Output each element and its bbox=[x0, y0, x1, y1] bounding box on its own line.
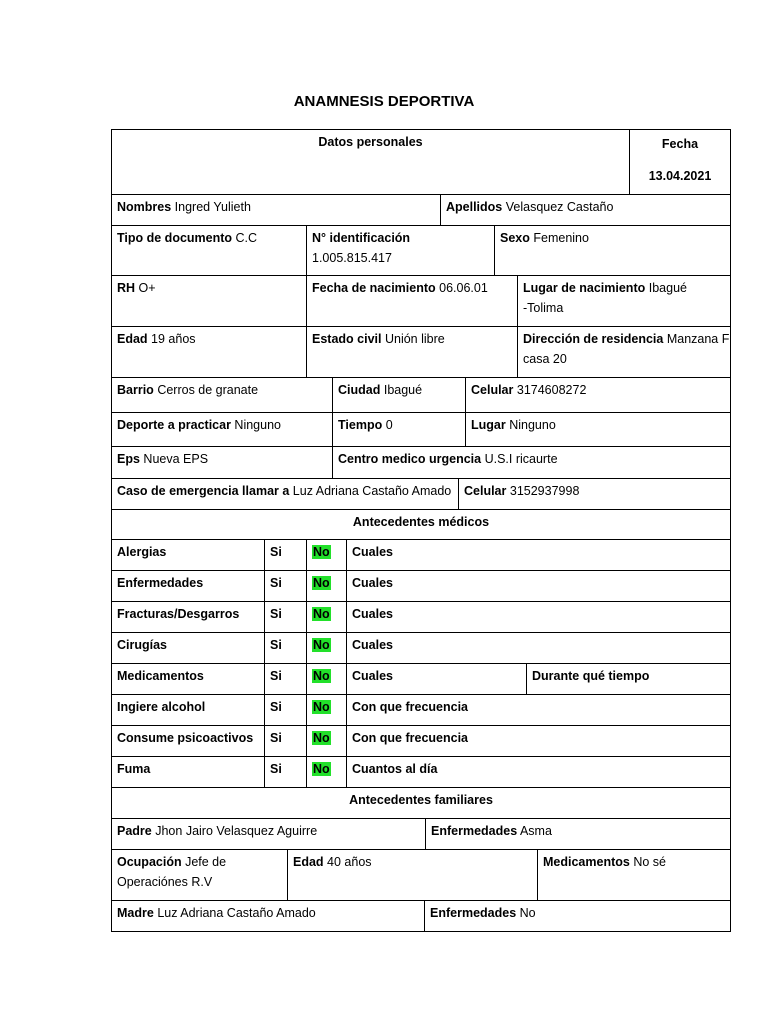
lugar-label: Lugar bbox=[471, 418, 506, 432]
ciudad-label: Ciudad bbox=[338, 383, 381, 397]
emergencia-celular-label: Celular bbox=[464, 484, 507, 498]
sexo-cell bbox=[494, 225, 731, 276]
tipo-documento-label: Tipo de documento bbox=[117, 231, 233, 245]
si-option-cell bbox=[264, 725, 307, 757]
familiar-medicamentos-cell bbox=[537, 849, 731, 901]
emergencia-label: Caso de emergencia llamar a bbox=[117, 484, 290, 498]
rh-cell bbox=[111, 275, 307, 327]
medico-detail: Cuales bbox=[352, 607, 393, 621]
celular-value: 3174608272 bbox=[516, 383, 587, 397]
no-option-cell bbox=[306, 570, 347, 602]
nombres-cell bbox=[111, 194, 441, 226]
ocupacion-cell bbox=[111, 849, 288, 901]
padre-enfermedades-label: Enfermedades bbox=[431, 824, 518, 838]
no-option: No bbox=[313, 762, 330, 776]
tiempo-value: 0 bbox=[385, 418, 393, 432]
fecha-nacimiento-label: Fecha de nacimiento bbox=[312, 281, 436, 295]
edad-cell bbox=[111, 326, 307, 378]
lugar-value: Ninguno bbox=[509, 418, 556, 432]
deporte-cell bbox=[111, 412, 333, 447]
medico-detail: Cuales bbox=[352, 576, 393, 590]
antecedentes-medicos-label: Antecedentes médicos bbox=[352, 515, 490, 529]
apellidos-cell bbox=[440, 194, 731, 226]
si-option-cell bbox=[264, 632, 307, 664]
deporte-value: Ninguno bbox=[234, 418, 281, 432]
centro-medico-label: Centro medico urgencia bbox=[338, 452, 482, 466]
madre-enfermedades-label: Enfermedades bbox=[430, 906, 517, 920]
centro-medico-cell bbox=[332, 446, 731, 479]
madre-cell bbox=[111, 900, 425, 932]
medico-detail-cell bbox=[346, 694, 731, 726]
padre-enfermedades-value: Asma bbox=[519, 824, 552, 838]
medico-label-cell bbox=[111, 694, 265, 726]
medico-label-cell bbox=[111, 632, 265, 664]
datos-personales-header bbox=[111, 129, 630, 195]
identificacion-label: N° identificación bbox=[312, 231, 411, 245]
no-option-cell bbox=[306, 663, 347, 695]
antecedentes-familiares-header bbox=[111, 787, 731, 819]
madre-value: Luz Adriana Castaño Amado bbox=[157, 906, 316, 920]
si-option-cell bbox=[264, 539, 307, 571]
edad-label: Edad bbox=[117, 332, 148, 346]
familiar-edad-label: Edad bbox=[293, 855, 324, 869]
medico-detail-cell bbox=[346, 663, 527, 695]
medico-label-cell bbox=[111, 539, 265, 571]
si-option: Si bbox=[270, 731, 282, 745]
tiempo-cell bbox=[332, 412, 466, 447]
madre-enfermedades-value: No bbox=[519, 906, 536, 920]
lugar-nacimiento-label: Lugar de nacimiento bbox=[523, 281, 646, 295]
si-option-cell bbox=[264, 756, 307, 788]
barrio-value: Cerros de granate bbox=[157, 383, 259, 397]
madre-enfermedades-cell bbox=[424, 900, 731, 932]
emergencia-celular-cell bbox=[458, 478, 731, 510]
tipo-documento-value: C.C bbox=[235, 231, 258, 245]
direccion-value2: casa 20 bbox=[523, 352, 567, 366]
si-option: Si bbox=[270, 669, 282, 683]
medico-label: Consume psicoactivos bbox=[117, 731, 254, 745]
padre-enfermedades-cell bbox=[425, 818, 731, 850]
barrio-cell bbox=[111, 377, 333, 413]
si-option-cell bbox=[264, 601, 307, 633]
no-option-cell bbox=[306, 632, 347, 664]
ciudad-cell bbox=[332, 377, 466, 413]
direccion-label: Dirección de residencia bbox=[523, 332, 664, 346]
padre-cell bbox=[111, 818, 426, 850]
medico-label: Fuma bbox=[117, 762, 151, 776]
medico-label: Ingiere alcohol bbox=[117, 700, 206, 714]
si-option-cell bbox=[264, 663, 307, 695]
medico-label-cell bbox=[111, 725, 265, 757]
sexo-value: Femenino bbox=[533, 231, 589, 245]
antecedentes-medicos-header bbox=[111, 509, 731, 540]
estado-civil-label: Estado civil bbox=[312, 332, 382, 346]
ocupacion-value1: Jefe de bbox=[185, 855, 227, 869]
medico-label: Enfermedades bbox=[117, 576, 204, 590]
no-option-cell bbox=[306, 539, 347, 571]
fecha-label: Fecha bbox=[661, 137, 699, 151]
medico-detail-cell bbox=[346, 539, 731, 571]
medico-detail: Cuales bbox=[352, 638, 393, 652]
estado-civil-value: Unión libre bbox=[384, 332, 445, 346]
no-option-cell bbox=[306, 725, 347, 757]
nombres-label: Nombres bbox=[117, 200, 172, 214]
no-option: No bbox=[313, 731, 330, 745]
medico-detail-cell bbox=[346, 601, 731, 633]
medico-detail: Con que frecuencia bbox=[352, 731, 468, 745]
rh-value: O+ bbox=[138, 281, 156, 295]
emergencia-celular-value: 3152937998 bbox=[509, 484, 580, 498]
eps-label: Eps bbox=[117, 452, 140, 466]
familiar-edad-value: 40 años bbox=[327, 855, 372, 869]
medico-detail-cell bbox=[346, 570, 731, 602]
ciudad-value: Ibagué bbox=[383, 383, 423, 397]
celular-cell bbox=[465, 377, 731, 413]
ocupacion-label: Ocupación bbox=[117, 855, 182, 869]
rh-label: RH bbox=[117, 281, 136, 295]
celular-label: Celular bbox=[471, 383, 514, 397]
no-option: No bbox=[313, 638, 330, 652]
medico-label-cell bbox=[111, 570, 265, 602]
si-option-cell bbox=[264, 694, 307, 726]
deporte-label: Deporte a practicar bbox=[117, 418, 231, 432]
si-option: Si bbox=[270, 607, 282, 621]
no-option-cell bbox=[306, 694, 347, 726]
sexo-label: Sexo bbox=[500, 231, 530, 245]
medico-label-cell bbox=[111, 601, 265, 633]
medico-extra-cell bbox=[526, 663, 731, 695]
medico-detail: Cuales bbox=[352, 545, 393, 559]
estado-civil-cell bbox=[306, 326, 518, 378]
datos-personales-label: Datos personales bbox=[318, 135, 423, 149]
si-option-cell bbox=[264, 570, 307, 602]
direccion-cell bbox=[517, 326, 731, 378]
no-option-cell bbox=[306, 601, 347, 633]
medico-label: Alergias bbox=[117, 545, 167, 559]
no-option-cell bbox=[306, 756, 347, 788]
medico-label: Cirugías bbox=[117, 638, 168, 652]
no-option: No bbox=[313, 576, 330, 590]
no-option: No bbox=[313, 607, 330, 621]
madre-label: Madre bbox=[117, 906, 154, 920]
fecha-cell bbox=[629, 129, 731, 195]
fecha-value: 13.04.2021 bbox=[648, 169, 712, 183]
document-title: ANAMNESIS DEPORTIVA bbox=[293, 93, 475, 110]
si-option: Si bbox=[270, 545, 282, 559]
medico-detail-cell bbox=[346, 632, 731, 664]
lugar-nacimiento-cell bbox=[517, 275, 731, 327]
medico-detail: Cuales bbox=[352, 669, 393, 683]
apellidos-value: Velasquez Castaño bbox=[505, 200, 614, 214]
padre-label: Padre bbox=[117, 824, 152, 838]
lugar-nacimiento-value1: Ibagué bbox=[648, 281, 687, 295]
fecha-nacimiento-value: 06.06.01 bbox=[439, 281, 488, 295]
nombres-value: Ingred Yulieth bbox=[174, 200, 251, 214]
identificacion-value: 1.005.815.417 bbox=[312, 251, 392, 265]
no-option: No bbox=[313, 545, 330, 559]
emergencia-cell bbox=[111, 478, 459, 510]
si-option: Si bbox=[270, 576, 282, 590]
medico-label-cell bbox=[111, 663, 265, 695]
medico-detail: Cuantos al día bbox=[352, 762, 438, 776]
si-option: Si bbox=[270, 762, 282, 776]
no-option: No bbox=[313, 669, 330, 683]
medico-label-cell bbox=[111, 756, 265, 788]
eps-value: Nueva EPS bbox=[143, 452, 209, 466]
lugar-nacimiento-value2: -Tolima bbox=[523, 301, 564, 315]
ocupacion-value2: Operaciónes R.V bbox=[117, 875, 213, 889]
medico-extra: Durante qué tiempo bbox=[532, 669, 650, 683]
medico-detail-cell bbox=[346, 725, 731, 757]
centro-medico-value: U.S.I ricaurte bbox=[484, 452, 558, 466]
antecedentes-familiares-label: Antecedentes familiares bbox=[349, 793, 493, 807]
padre-value: Jhon Jairo Velasquez Aguirre bbox=[155, 824, 318, 838]
fecha-nacimiento-cell bbox=[306, 275, 518, 327]
identificacion-cell bbox=[306, 225, 495, 276]
medico-label: Fracturas/Desgarros bbox=[117, 607, 240, 621]
tipo-documento-cell bbox=[111, 225, 307, 276]
direccion-value1: Manzana F bbox=[666, 332, 730, 346]
emergencia-value: Luz Adriana Castaño Amado bbox=[292, 484, 452, 498]
medico-label: Medicamentos bbox=[117, 669, 204, 683]
medico-detail-cell bbox=[346, 756, 731, 788]
medico-detail: Con que frecuencia bbox=[352, 700, 468, 714]
familiar-medicamentos-value: No sé bbox=[633, 855, 666, 869]
apellidos-label: Apellidos bbox=[446, 200, 503, 214]
si-option: Si bbox=[270, 700, 282, 714]
si-option: Si bbox=[270, 638, 282, 652]
no-option: No bbox=[313, 700, 330, 714]
familiar-medicamentos-label: Medicamentos bbox=[543, 855, 630, 869]
familiar-edad-cell bbox=[287, 849, 538, 901]
tiempo-label: Tiempo bbox=[338, 418, 383, 432]
edad-value: 19 años bbox=[151, 332, 196, 346]
eps-cell bbox=[111, 446, 333, 479]
lugar-cell bbox=[465, 412, 731, 447]
barrio-label: Barrio bbox=[117, 383, 154, 397]
